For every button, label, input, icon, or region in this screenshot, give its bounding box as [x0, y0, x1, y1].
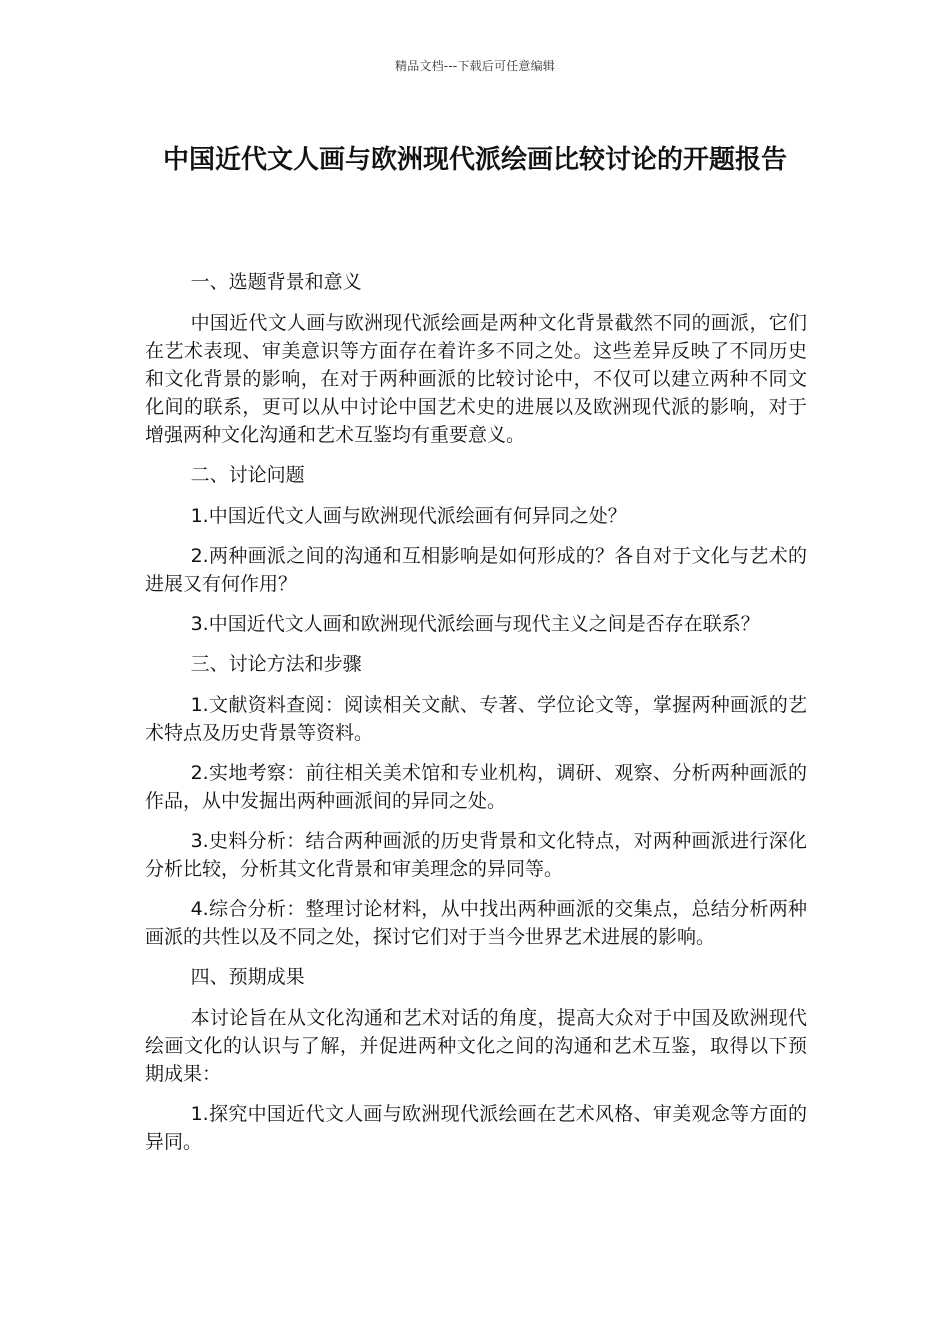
- paragraph-background: 中国近代文人画与欧洲现代派绘画是两种文化背景截然不同的画派，它们在艺术表现、审美意识等方面存在着许多不同之处。这些差异反映了不同历史和文化背景的影响，在对于两种画派的比较讨论中，不仅可以建立两种不同文化间的联系，更可以从中讨论中国艺术史的进展以及欧洲现代派的影响，对于增强两种文化沟通和艺术互鉴均有重要意义。: [145, 312, 807, 446]
- header-note: 精品文档---下载后可任意编辑: [395, 59, 555, 73]
- question-item-1: 1.中国近代文人画与欧洲现代派绘画有何异同之处？: [190, 505, 627, 527]
- paragraph-outcomes-intro: 本讨论旨在从文化沟通和艺术对话的角度，提高大众对于中国及欧洲现代绘画文化的认识与了解，并促进两种文化之间的沟通和艺术互鉴，取得以下预期成果：: [145, 1007, 807, 1085]
- method-item-2: 2.实地考察：前往相关美术馆和专业机构，调研、观察、分析两种画派的作品，从中发掘出两种画派间的异同之处。: [145, 762, 807, 812]
- section-heading-methods: 三、讨论方法和步骤: [190, 653, 362, 675]
- method-item-1: 1.文献资料查阅：阅读相关文献、专著、学位论文等，掌握两种画派的艺术特点及历史背景等资料。: [145, 694, 807, 744]
- document-body: [145, 268, 807, 1168]
- question-item-3: 3.中国近代文人画和欧洲现代派绘画与现代主义之间是否存在联系？: [190, 613, 760, 635]
- method-item-4: 4.综合分析：整理讨论材料，从中找出两种画派的交集点，总结分析两种画派的共性以及不同之处，探讨它们对于当今世界艺术进展的影响。: [145, 898, 807, 948]
- question-item-2: 2.两种画派之间的沟通和互相影响是如何形成的？各自对于文化与艺术的进展又有何作用？: [145, 545, 807, 595]
- method-item-3: 3.史料分析：结合两种画派的历史背景和文化特点，对两种画派进行深化分析比较，分析其文化背景和审美理念的异同等。: [145, 830, 807, 880]
- section-heading-outcomes: 四、预期成果: [190, 966, 305, 988]
- section-heading-questions: 二、讨论问题: [190, 464, 305, 486]
- section-heading-background: 一、选题背景和意义: [190, 271, 362, 293]
- document-title: 中国近代文人画与欧洲现代派绘画比较讨论的开题报告: [162, 145, 787, 175]
- outcome-item-1: 1.探究中国近代文人画与欧洲现代派绘画在艺术风格、审美观念等方面的异同。: [145, 1103, 807, 1153]
